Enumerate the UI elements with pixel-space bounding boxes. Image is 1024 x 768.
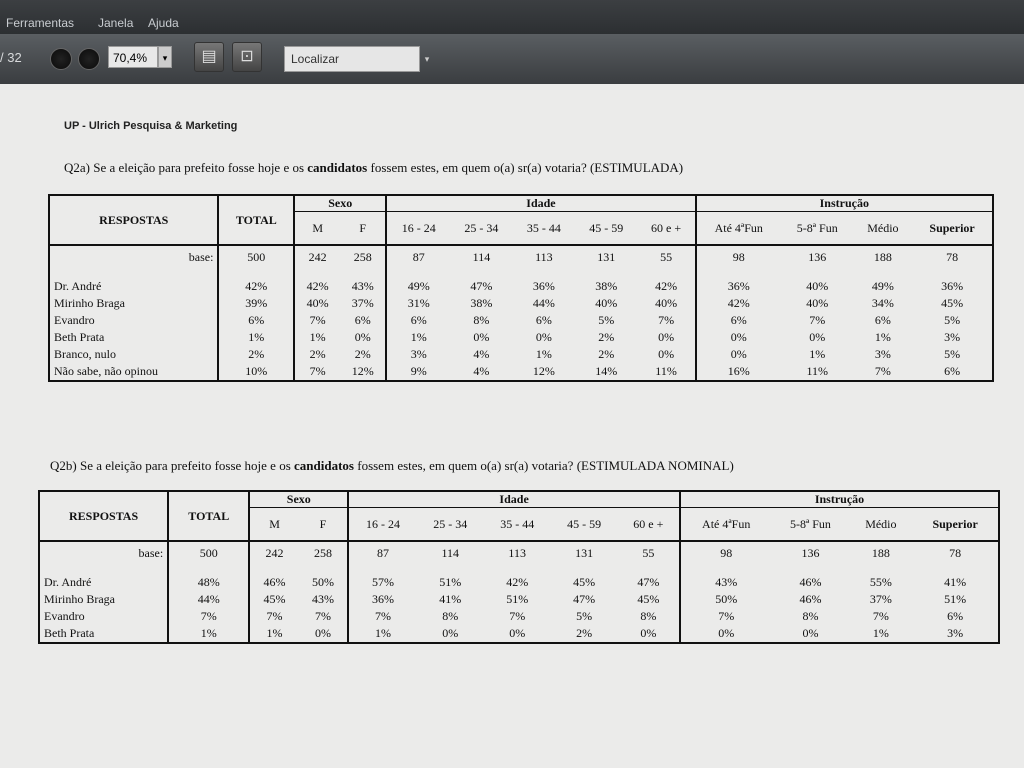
- row-label: Mirinho Braga: [39, 591, 168, 608]
- row-label: Mirinho Braga: [49, 295, 218, 312]
- spacer-cell: [340, 268, 386, 278]
- value-cell: 36%: [696, 278, 781, 295]
- value-cell: 5%: [576, 609, 593, 623]
- spacer-cell: [386, 268, 450, 278]
- value-cell: 50%: [680, 591, 771, 608]
- value-cell: 5%: [912, 312, 993, 329]
- base-value: 188: [850, 541, 913, 564]
- value-cell: 6%: [912, 363, 993, 381]
- subheader-cell: Até 4ªFun: [680, 508, 771, 542]
- value-cell: 41%: [912, 574, 999, 591]
- value-cell: 40%: [655, 296, 678, 310]
- spacer-cell: [638, 268, 696, 278]
- value-cell: 1%: [249, 625, 298, 643]
- value-cell: 1%: [218, 329, 294, 346]
- organization-name: UP - Ulrich Pesquisa & Marketing: [64, 120, 238, 132]
- value-cell: 4%: [450, 363, 512, 381]
- spacer-cell: [854, 268, 912, 278]
- base-row: [49, 245, 993, 268]
- value-cell: 49%: [871, 279, 894, 293]
- value-cell: 40%: [294, 295, 340, 312]
- value-cell: 6%: [535, 313, 552, 327]
- value-cell: 42%: [294, 278, 340, 295]
- value-cell: 2%: [294, 346, 340, 363]
- value-cell: 34%: [871, 296, 894, 310]
- page-total: / 32: [0, 50, 22, 65]
- value-cell: 0%: [680, 625, 771, 643]
- table-row: [49, 363, 993, 381]
- spacer-cell: [417, 564, 484, 574]
- value-cell: 0%: [299, 625, 348, 643]
- value-cell: 7%: [294, 363, 340, 381]
- value-cell: 47%: [470, 279, 493, 293]
- value-cell: 12%: [513, 363, 575, 381]
- base-value: 113: [513, 245, 575, 268]
- spacer-cell: [575, 268, 637, 278]
- zoom-level-field[interactable]: 70,4%: [108, 46, 158, 68]
- header-total: TOTAL: [218, 195, 294, 245]
- table-body: [39, 491, 999, 643]
- spacer-cell: [771, 564, 849, 574]
- value-cell: 1%: [386, 329, 450, 346]
- value-cell: 7%: [249, 608, 298, 625]
- subheader-cell: 25 - 34: [417, 508, 484, 542]
- base-value: 87: [386, 245, 450, 268]
- base-value: 114: [450, 245, 512, 268]
- table-row: [49, 295, 993, 312]
- value-cell: 11%: [638, 363, 696, 381]
- value-cell: 47%: [637, 575, 660, 589]
- header-row: [49, 195, 993, 212]
- value-cell: 51%: [912, 591, 999, 608]
- subheader-cell: 5-8ª Fun: [771, 508, 849, 542]
- value-cell: 7%: [294, 312, 340, 329]
- question-q2b-title: Q2b) Se a eleição para prefeito fosse hoje e os candidatos fossem estes, em quem o(a) sr(a) votaria? (ESTIMULADA NOMINAL): [50, 458, 734, 473]
- base-value: 242: [249, 541, 298, 564]
- row-label: Evandro: [39, 608, 168, 625]
- base-value: 55: [638, 245, 696, 268]
- value-cell: 7%: [314, 609, 331, 623]
- header-idade: Idade: [386, 195, 695, 212]
- value-cell: 1%: [294, 329, 340, 346]
- toolbar: [0, 34, 1024, 84]
- value-cell: 6%: [874, 313, 891, 327]
- value-cell: 0%: [696, 346, 781, 363]
- value-cell: 1%: [168, 625, 249, 643]
- value-cell: 2%: [598, 347, 615, 361]
- row-label: Dr. André: [49, 278, 218, 295]
- search-dropdown-icon[interactable]: ▾: [424, 54, 430, 64]
- value-cell: 37%: [351, 296, 374, 310]
- value-cell: 7%: [168, 608, 249, 625]
- value-cell: 36%: [912, 278, 993, 295]
- subheader-cell: F: [299, 508, 348, 542]
- subheader-cell: 16 - 24: [386, 212, 450, 246]
- spacer-cell: [39, 564, 168, 574]
- subheader-cell: F: [340, 212, 386, 246]
- value-cell: 1%: [809, 347, 826, 361]
- base-value: 55: [618, 541, 680, 564]
- value-cell: 0%: [658, 330, 675, 344]
- value-cell: 36%: [348, 591, 417, 608]
- value-cell: 41%: [439, 592, 462, 606]
- value-cell: 46%: [249, 574, 298, 591]
- base-value: 258: [340, 245, 386, 268]
- spacer-cell: [218, 268, 294, 278]
- value-cell: 1%: [348, 625, 417, 643]
- value-cell: 45%: [249, 591, 298, 608]
- value-cell: 0%: [535, 330, 552, 344]
- value-cell: 48%: [168, 574, 249, 591]
- value-cell: 40%: [806, 279, 829, 293]
- value-cell: 1%: [874, 330, 891, 344]
- base-value: 78: [912, 245, 993, 268]
- base-label: base:: [39, 541, 168, 564]
- row-label: Evandro: [49, 312, 218, 329]
- value-cell: 0%: [771, 625, 849, 643]
- value-cell: 7%: [509, 609, 526, 623]
- base-value: 113: [484, 541, 551, 564]
- spacer-cell: [49, 268, 218, 278]
- row-label: Beth Prata: [39, 625, 168, 643]
- table-row: [39, 574, 999, 591]
- value-cell: 31%: [386, 295, 450, 312]
- spacer-cell: [618, 564, 680, 574]
- menu-janela[interactable]: Janela: [98, 16, 134, 30]
- table-row: [39, 591, 999, 608]
- subheader-cell: 5-8ª Fun: [781, 212, 854, 246]
- value-cell: 3%: [386, 346, 450, 363]
- value-cell: 5%: [912, 346, 993, 363]
- value-cell: 0%: [658, 347, 675, 361]
- base-label: base:: [49, 245, 218, 268]
- table-row: [49, 312, 993, 329]
- base-value: 258: [299, 541, 348, 564]
- value-cell: 43%: [680, 574, 771, 591]
- value-cell: 2%: [354, 347, 371, 361]
- header-total: TOTAL: [168, 491, 249, 541]
- spacer-cell: [294, 268, 340, 278]
- value-cell: 38%: [470, 296, 493, 310]
- spacer-cell: [912, 268, 993, 278]
- spacer-cell: [781, 268, 854, 278]
- subheader-cell: M: [249, 508, 298, 542]
- subheader-cell: Médio: [854, 212, 912, 246]
- subheader-cell: 35 - 44: [484, 508, 551, 542]
- question-q2a-title: Q2a) Se a eleição para prefeito fosse hoje e os candidatos fossem estes, em quem o(a) sr(a) votaria? (ESTIMULADA): [64, 160, 684, 175]
- base-value: 500: [168, 541, 249, 564]
- value-cell: 57%: [348, 574, 417, 591]
- zoom-out-button[interactable]: [50, 48, 72, 70]
- base-value: 131: [551, 541, 618, 564]
- base-value: 98: [680, 541, 771, 564]
- value-cell: 51%: [506, 592, 529, 606]
- row-label: Não sabe, não opinou: [49, 363, 218, 381]
- value-cell: 37%: [869, 592, 892, 606]
- search-input[interactable]: Localizar: [284, 46, 420, 72]
- spacer-cell: [484, 564, 551, 574]
- value-cell: 7%: [348, 608, 417, 625]
- subheader-cell: 45 - 59: [551, 508, 618, 542]
- spacer-cell: [912, 564, 999, 574]
- value-cell: 5%: [598, 313, 615, 327]
- subheader-cell: Superior: [912, 212, 993, 246]
- value-cell: 42%: [696, 295, 781, 312]
- value-cell: 38%: [595, 279, 618, 293]
- table-body: [49, 195, 993, 381]
- base-value: 500: [218, 245, 294, 268]
- value-cell: 6%: [386, 312, 450, 329]
- value-cell: 0%: [484, 625, 551, 643]
- header-respostas: RESPOSTAS: [39, 491, 168, 541]
- value-cell: 7%: [809, 313, 826, 327]
- subheader-cell: M: [294, 212, 340, 246]
- subheader-cell: 60 e +: [618, 508, 680, 542]
- base-value: 136: [771, 541, 849, 564]
- spacer-cell: [551, 564, 618, 574]
- subheader-cell: 45 - 59: [575, 212, 637, 246]
- spacer-cell: [168, 564, 249, 574]
- table-row: [49, 329, 993, 346]
- base-value: 242: [294, 245, 340, 268]
- base-value: 131: [575, 245, 637, 268]
- header-respostas: RESPOSTAS: [49, 195, 218, 245]
- menu-ferramentas[interactable]: Ferramentas: [6, 16, 75, 30]
- value-cell: 8%: [640, 609, 657, 623]
- base-value: 136: [781, 245, 854, 268]
- table-q2b: [38, 490, 1000, 644]
- value-cell: 46%: [799, 575, 822, 589]
- table-q2a: [48, 194, 994, 382]
- value-cell: 0%: [354, 330, 371, 344]
- value-cell: 45%: [912, 295, 993, 312]
- subheader-cell: Até 4ªFun: [696, 212, 781, 246]
- value-cell: 44%: [168, 591, 249, 608]
- value-cell: 45%: [573, 575, 596, 589]
- subheader-cell: Superior: [912, 508, 999, 542]
- spacer-cell: [680, 564, 771, 574]
- spacer-cell: [348, 564, 417, 574]
- row-label: Branco, nulo: [49, 346, 218, 363]
- spacer-cell: [299, 564, 348, 574]
- value-cell: 6%: [912, 608, 999, 625]
- zoom-dropdown-icon[interactable]: ▾: [158, 46, 172, 68]
- value-cell: 3%: [874, 347, 891, 361]
- spacer-row: [39, 564, 999, 574]
- base-value: 87: [348, 541, 417, 564]
- base-value: 78: [912, 541, 999, 564]
- header-instrucao: Instrução: [680, 491, 999, 508]
- value-cell: 42%: [218, 278, 294, 295]
- table-row: [39, 625, 999, 643]
- spacer-cell: [850, 564, 913, 574]
- value-cell: 4%: [473, 347, 490, 361]
- document-page: [0, 84, 1024, 768]
- value-cell: 46%: [799, 592, 822, 606]
- value-cell: 7%: [658, 313, 675, 327]
- value-cell: 3%: [912, 329, 993, 346]
- value-cell: 51%: [439, 575, 462, 589]
- header-sexo: Sexo: [294, 195, 386, 212]
- value-cell: 0%: [696, 329, 781, 346]
- value-cell: 1%: [535, 347, 552, 361]
- value-cell: 0%: [618, 625, 680, 643]
- spacer-cell: [513, 268, 575, 278]
- value-cell: 40%: [595, 296, 618, 310]
- value-cell: 42%: [655, 279, 678, 293]
- value-cell: 8%: [442, 609, 459, 623]
- table-row: [49, 278, 993, 295]
- value-cell: 7%: [872, 609, 889, 623]
- value-cell: 7%: [680, 608, 771, 625]
- value-cell: 10%: [218, 363, 294, 381]
- value-cell: 0%: [473, 330, 490, 344]
- menu-ajuda[interactable]: Ajuda: [148, 16, 179, 30]
- select-tool-icon[interactable]: ⊡: [232, 42, 262, 72]
- value-cell: 6%: [696, 312, 781, 329]
- spacer-cell: [249, 564, 298, 574]
- spacer-cell: [696, 268, 781, 278]
- row-label: Dr. André: [39, 574, 168, 591]
- subheader-cell: 35 - 44: [513, 212, 575, 246]
- value-cell: 8%: [473, 313, 490, 327]
- value-cell: 49%: [386, 278, 450, 295]
- print-icon[interactable]: ▤: [194, 42, 224, 72]
- value-cell: 16%: [696, 363, 781, 381]
- value-cell: 0%: [809, 330, 826, 344]
- menu-bar: [0, 0, 1024, 34]
- subheader-cell: Médio: [850, 508, 913, 542]
- value-cell: 12%: [340, 363, 386, 381]
- spacer-row: [49, 268, 993, 278]
- header-instrucao: Instrução: [696, 195, 993, 212]
- value-cell: 9%: [386, 363, 450, 381]
- subheader-cell: 16 - 24: [348, 508, 417, 542]
- value-cell: 45%: [637, 592, 660, 606]
- header-idade: Idade: [348, 491, 680, 508]
- header-row: [39, 491, 999, 508]
- value-cell: 6%: [218, 312, 294, 329]
- base-row: [39, 541, 999, 564]
- value-cell: 44%: [532, 296, 555, 310]
- spacer-cell: [450, 268, 512, 278]
- value-cell: 43%: [311, 592, 334, 606]
- value-cell: 42%: [506, 575, 529, 589]
- value-cell: 50%: [311, 575, 334, 589]
- value-cell: 6%: [354, 313, 371, 327]
- value-cell: 43%: [351, 279, 374, 293]
- value-cell: 0%: [417, 625, 484, 643]
- value-cell: 36%: [532, 279, 555, 293]
- table-row: [39, 608, 999, 625]
- value-cell: 8%: [802, 609, 819, 623]
- row-label: Beth Prata: [49, 329, 218, 346]
- value-cell: 11%: [781, 363, 854, 381]
- value-cell: 2%: [551, 625, 618, 643]
- value-cell: 1%: [850, 625, 913, 643]
- value-cell: 3%: [912, 625, 999, 643]
- value-cell: 47%: [573, 592, 596, 606]
- value-cell: 40%: [806, 296, 829, 310]
- base-value: 188: [854, 245, 912, 268]
- value-cell: 39%: [218, 295, 294, 312]
- subheader-cell: 25 - 34: [450, 212, 512, 246]
- value-cell: 55%: [869, 575, 892, 589]
- table-row: [49, 346, 993, 363]
- base-value: 98: [696, 245, 781, 268]
- value-cell: 7%: [854, 363, 912, 381]
- value-cell: 2%: [218, 346, 294, 363]
- header-sexo: Sexo: [249, 491, 348, 508]
- zoom-in-button[interactable]: [78, 48, 100, 70]
- base-value: 114: [417, 541, 484, 564]
- value-cell: 14%: [575, 363, 637, 381]
- subheader-cell: 60 e +: [638, 212, 696, 246]
- value-cell: 2%: [598, 330, 615, 344]
